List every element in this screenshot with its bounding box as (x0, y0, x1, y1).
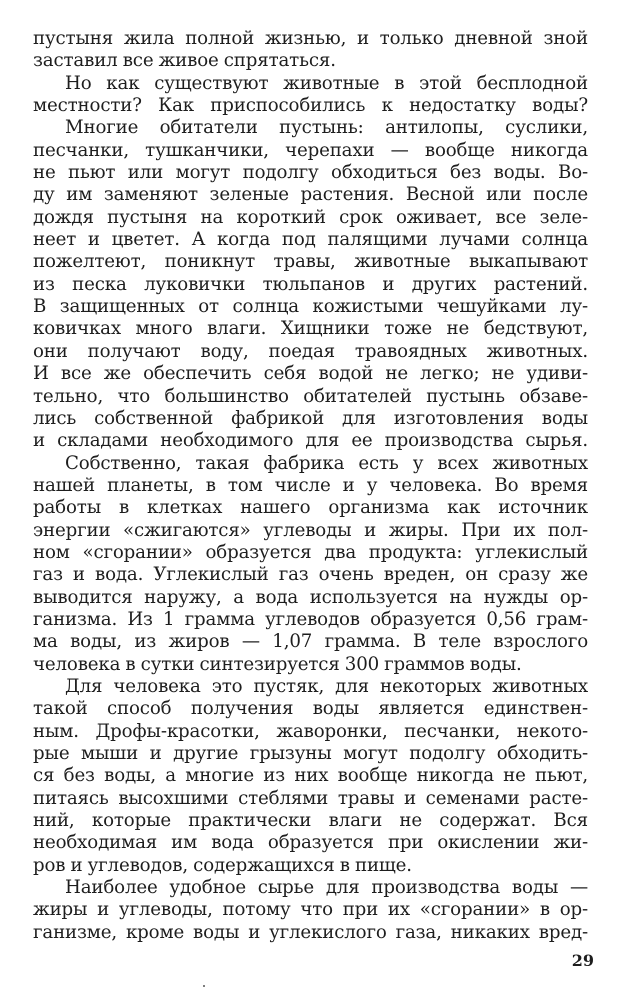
text-line: лись собственной фабрикой для изготовления воды (33, 407, 588, 429)
text-line: такой способ получения воды является единствен- (33, 698, 588, 720)
page-text (33, 28, 588, 944)
text-line: И все же обеспечить себя водой не легко; не удиви- (33, 363, 588, 385)
text-line: ганизме, кроме воды и углекислого газа, никаких вред- (33, 921, 588, 943)
text-line: тельно, что большинство обитателей пустынь обзаве- (33, 385, 588, 407)
text-line: ном «сгорании» образуется два продукта: углекислый (33, 541, 588, 563)
text-line: жиры и углеводы, потому что при их «сгорании» в ор- (33, 899, 588, 921)
text-line: песчанки, тушканчики, черепахи — вообще никогда (33, 139, 588, 161)
text-line: не пьют или могут подолгу обходиться без воды. Во- (33, 162, 588, 184)
text-line: энергии «сжигаются» углеводы и жиры. При их пол- (33, 519, 588, 541)
text-line: В защищенных от солнца кожистыми чешуйками лу- (33, 296, 588, 318)
print-speck (203, 985, 205, 987)
text-line: Собственно, такая фабрика есть у всех животных (65, 452, 588, 474)
text-line: ковичках много влаги. Хищники тоже не бедствуют, (33, 318, 588, 340)
text-line: местности? Как приспособились к недостатку воды? (33, 95, 588, 117)
text-line: газ и вода. Углекислый газ очень вреден, он сразу же (33, 564, 588, 586)
text-line: и складами необходимого для ее производства сырья. (33, 430, 588, 452)
text-line: необходимая им вода образуется при окислении жи- (33, 832, 588, 854)
text-line: Наиболее удобное сырье для производства воды — (65, 877, 588, 899)
text-line: работы в клетках нашего организма как источник (33, 497, 588, 519)
text-line: ду им заменяют зеленые растения. Весной или после (33, 184, 588, 206)
text-line: выводится наружу, а вода используется на нужды ор- (33, 586, 588, 608)
text-line: пожелтеют, поникнут травы, животные выкапывают (33, 251, 588, 273)
text-line: ма воды, из жиров — 1,07 грамма. В теле взрослого (33, 631, 588, 653)
text-line: дождя пустыня на короткий срок оживает, все зеле- (33, 206, 588, 228)
text-line: Но как существуют животные в этой бесплодной (65, 72, 588, 94)
text-line: ний, которые практически влаги не содержат. Вся (33, 810, 588, 832)
page-number: 29 (571, 951, 594, 970)
text-line: заставил все живое спрятаться. (33, 50, 336, 72)
text-line: ров и углеводов, содержащихся в пище. (33, 854, 412, 876)
text-line: ным. Дрофы-красотки, жаворонки, песчанки, некото- (33, 720, 588, 742)
text-line: из песка луковички тюльпанов и других растений. (33, 273, 588, 295)
text-line: пустыня жила полной жизнью, и только дневной зной (33, 28, 588, 49)
text-line: они получают воду, поедая травоядных животных. (33, 340, 588, 362)
text-line: Для человека это пустяк, для некоторых животных (65, 675, 588, 697)
text-line: человека в сутки синтезируется 300 граммов воды. (33, 653, 522, 675)
text-line: неет и цветет. А когда под палящими лучами солнца (33, 229, 588, 251)
text-line: Многие обитатели пустынь: антилопы, суслики, (65, 117, 588, 139)
text-line: нашей планеты, в том числе и у человека. Во время (33, 474, 588, 496)
text-line: ганизма. Из 1 грамма углеводов образуется 0,56 грам- (33, 608, 588, 630)
text-line: питаясь высохшими стеблями травы и семенами расте- (33, 787, 588, 809)
text-line: рые мыши и другие грызуны могут подолгу обходить- (33, 743, 588, 764)
text-line: ся без воды, а многие из них вообще никогда не пьют, (33, 765, 588, 787)
